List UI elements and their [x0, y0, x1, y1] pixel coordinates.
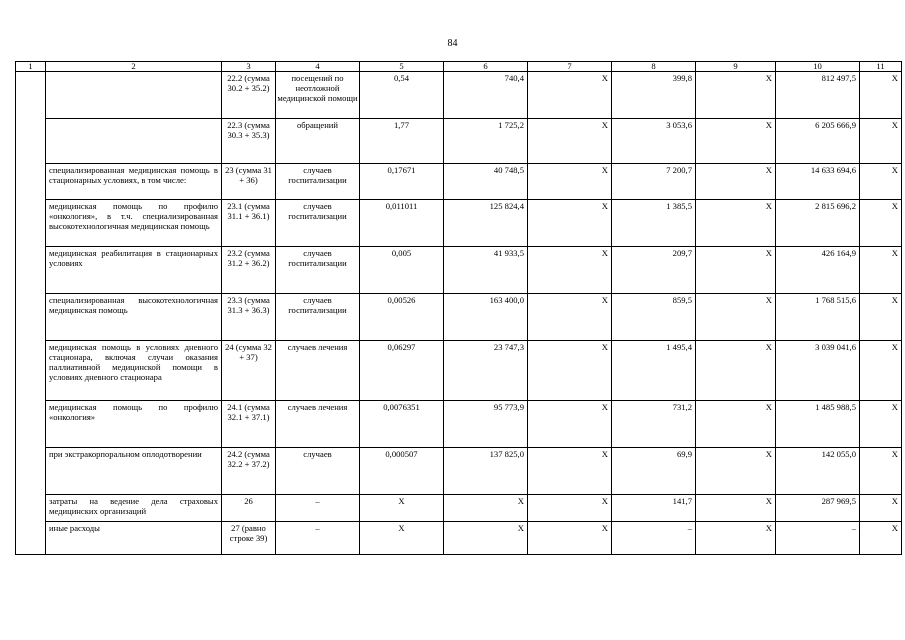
table-cell-c8: 859,5 — [612, 294, 696, 341]
table-cell-c7: X — [528, 401, 612, 448]
table-row — [16, 200, 902, 247]
table-cell-c4: обращений — [276, 119, 360, 164]
table-cell-c6: 95 773,9 — [444, 401, 528, 448]
table-cell-c7: X — [528, 448, 612, 495]
table-row — [16, 522, 902, 555]
table-cell-c3: 22.3 (сумма 30.3 + 35.3) — [222, 119, 276, 164]
column-header: 10 — [776, 62, 860, 72]
table-cell-c8: 141,7 — [612, 495, 696, 522]
table-cell-c8: 399,8 — [612, 72, 696, 119]
table-cell-c10: 1 485 988,5 — [776, 401, 860, 448]
row-number-cell — [16, 72, 46, 555]
table-cell-c5: 0,17671 — [360, 164, 444, 200]
column-header: 8 — [612, 62, 696, 72]
table-cell-c8: 7 200,7 — [612, 164, 696, 200]
table-cell-c6: 23 747,3 — [444, 341, 528, 401]
table-cell-c9: X — [696, 164, 776, 200]
table-row — [16, 72, 902, 119]
table-row — [16, 448, 902, 495]
table-cell-c4: – — [276, 522, 360, 555]
table-cell-c9: X — [696, 495, 776, 522]
table-row — [16, 164, 902, 200]
table-cell-c2: медицинская помощь по профилю «онкология» — [46, 401, 222, 448]
table-cell-c10: 1 768 515,6 — [776, 294, 860, 341]
table-cell-c10: 287 969,5 — [776, 495, 860, 522]
table-cell-c6: 740,4 — [444, 72, 528, 119]
table-cell-c11: X — [860, 495, 902, 522]
table-cell-c10: 2 815 696,2 — [776, 200, 860, 247]
table-cell-c10: 812 497,5 — [776, 72, 860, 119]
table-cell-c6: 137 825,0 — [444, 448, 528, 495]
table-cell-c7: X — [528, 495, 612, 522]
table-cell-c7: X — [528, 119, 612, 164]
table-cell-c4: случаев госпитализации — [276, 200, 360, 247]
table-cell-c6: 41 933,5 — [444, 247, 528, 294]
table-row — [16, 401, 902, 448]
table-cell-c9: X — [696, 294, 776, 341]
table-cell-c8: – — [612, 522, 696, 555]
column-header: 2 — [46, 62, 222, 72]
table-cell-c5: 0,000507 — [360, 448, 444, 495]
table-cell-c4: – — [276, 495, 360, 522]
table-cell-c8: 69,9 — [612, 448, 696, 495]
table-cell-c10: 426 164,9 — [776, 247, 860, 294]
table-cell-c10: 14 633 694,6 — [776, 164, 860, 200]
table-cell-c3: 23.3 (сумма 31.3 + 36.3) — [222, 294, 276, 341]
table-cell-c7: X — [528, 164, 612, 200]
table-cell-c5: 0,005 — [360, 247, 444, 294]
table-cell-c4: случаев госпитализации — [276, 294, 360, 341]
table-row — [16, 294, 902, 341]
table-cell-c7: X — [528, 294, 612, 341]
table-cell-c3: 22.2 (сумма 30.2 + 35.2) — [222, 72, 276, 119]
column-header: 9 — [696, 62, 776, 72]
table-row — [16, 341, 902, 401]
table-cell-c4: посещений по неотложной медицинской помощи — [276, 72, 360, 119]
table-cell-c8: 209,7 — [612, 247, 696, 294]
table-cell-c10: 6 205 666,9 — [776, 119, 860, 164]
table-cell-c11: X — [860, 522, 902, 555]
table-cell-c5: 0,54 — [360, 72, 444, 119]
table-cell-c8: 1 495,4 — [612, 341, 696, 401]
column-header: 6 — [444, 62, 528, 72]
column-header: 5 — [360, 62, 444, 72]
column-header: 1 — [16, 62, 46, 72]
table-cell-c2: специализированная высокотехнологичная медицинская помощь — [46, 294, 222, 341]
column-header: 11 — [860, 62, 902, 72]
table-cell-c11: X — [860, 401, 902, 448]
table-cell-c9: X — [696, 119, 776, 164]
table-row — [16, 247, 902, 294]
table-cell-c11: X — [860, 448, 902, 495]
table-cell-c4: случаев лечения — [276, 401, 360, 448]
table-cell-c2: медицинская помощь в условиях дневного стационара, включая случаи оказания паллиативной медицинской помощи в условиях дневного стационара — [46, 341, 222, 401]
table-cell-c3: 23.1 (сумма 31.1 + 36.1) — [222, 200, 276, 247]
table-cell-c3: 27 (равно строке 39) — [222, 522, 276, 555]
financing-table — [15, 61, 902, 555]
table-cell-c3: 23 (сумма 31 + 36) — [222, 164, 276, 200]
table-cell-c10: – — [776, 522, 860, 555]
table-header — [16, 62, 902, 72]
table-cell-c7: X — [528, 341, 612, 401]
column-header: 3 — [222, 62, 276, 72]
table-cell-c5: 0,00526 — [360, 294, 444, 341]
table-row — [16, 119, 902, 164]
table-cell-c2: медицинская помощь по профилю «онкология», в т.ч. специализированная высокотехнологичная медицинская помощь — [46, 200, 222, 247]
page-number: 84 — [447, 38, 458, 49]
column-header: 7 — [528, 62, 612, 72]
table-cell-c6: 1 725,2 — [444, 119, 528, 164]
table-cell-c8: 3 053,6 — [612, 119, 696, 164]
table-cell-c9: X — [696, 200, 776, 247]
table-cell-c2: специализированная медицинская помощь в стационарных условиях, в том числе: — [46, 164, 222, 200]
table-cell-c2: затраты на ведение дела страховых медицинских организаций — [46, 495, 222, 522]
table-cell-c7: X — [528, 200, 612, 247]
table-cell-c5: 0,06297 — [360, 341, 444, 401]
table-cell-c5: 0,0076351 — [360, 401, 444, 448]
table-cell-c2: иные расходы — [46, 522, 222, 555]
table-cell-c2 — [46, 119, 222, 164]
table-cell-c9: X — [696, 247, 776, 294]
table-cell-c3: 24.1 (сумма 32.1 + 37.1) — [222, 401, 276, 448]
table-cell-c9: X — [696, 522, 776, 555]
table-cell-c10: 142 055,0 — [776, 448, 860, 495]
table-cell-c7: X — [528, 522, 612, 555]
table-cell-c11: X — [860, 341, 902, 401]
table-cell-c4: случаев госпитализации — [276, 164, 360, 200]
table-cell-c4: случаев госпитализации — [276, 247, 360, 294]
table-cell-c8: 731,2 — [612, 401, 696, 448]
table-cell-c6: 40 748,5 — [444, 164, 528, 200]
table-cell-c9: X — [696, 448, 776, 495]
table-cell-c11: X — [860, 164, 902, 200]
table-cell-c9: X — [696, 401, 776, 448]
table-cell-c10: 3 039 041,6 — [776, 341, 860, 401]
table-cell-c3: 24.2 (сумма 32.2 + 37.2) — [222, 448, 276, 495]
table-cell-c3: 24 (сумма 32 + 37) — [222, 341, 276, 401]
table-cell-c6: 163 400,0 — [444, 294, 528, 341]
table-cell-c5: 1,77 — [360, 119, 444, 164]
table-cell-c5: X — [360, 522, 444, 555]
table-cell-c11: X — [860, 72, 902, 119]
table-cell-c2: при экстракорпоральном оплодотворении — [46, 448, 222, 495]
table-cell-c11: X — [860, 247, 902, 294]
table-cell-c4: случаев лечения — [276, 341, 360, 401]
table-cell-c8: 1 385,5 — [612, 200, 696, 247]
table-body — [16, 72, 902, 555]
table-cell-c7: X — [528, 72, 612, 119]
table-cell-c3: 26 — [222, 495, 276, 522]
column-header: 4 — [276, 62, 360, 72]
table-cell-c6: X — [444, 522, 528, 555]
table-cell-c4: случаев — [276, 448, 360, 495]
table-row — [16, 495, 902, 522]
table-cell-c3: 23.2 (сумма 31.2 + 36.2) — [222, 247, 276, 294]
table-cell-c11: X — [860, 200, 902, 247]
table-cell-c11: X — [860, 294, 902, 341]
table-cell-c9: X — [696, 341, 776, 401]
table-cell-c9: X — [696, 72, 776, 119]
table-cell-c11: X — [860, 119, 902, 164]
table-cell-c7: X — [528, 247, 612, 294]
table-cell-c6: X — [444, 495, 528, 522]
table-cell-c5: 0,011011 — [360, 200, 444, 247]
table-cell-c2: медицинская реабилитация в стационарных условиях — [46, 247, 222, 294]
table-cell-c2 — [46, 72, 222, 119]
table-cell-c5: X — [360, 495, 444, 522]
table-cell-c6: 125 824,4 — [444, 200, 528, 247]
